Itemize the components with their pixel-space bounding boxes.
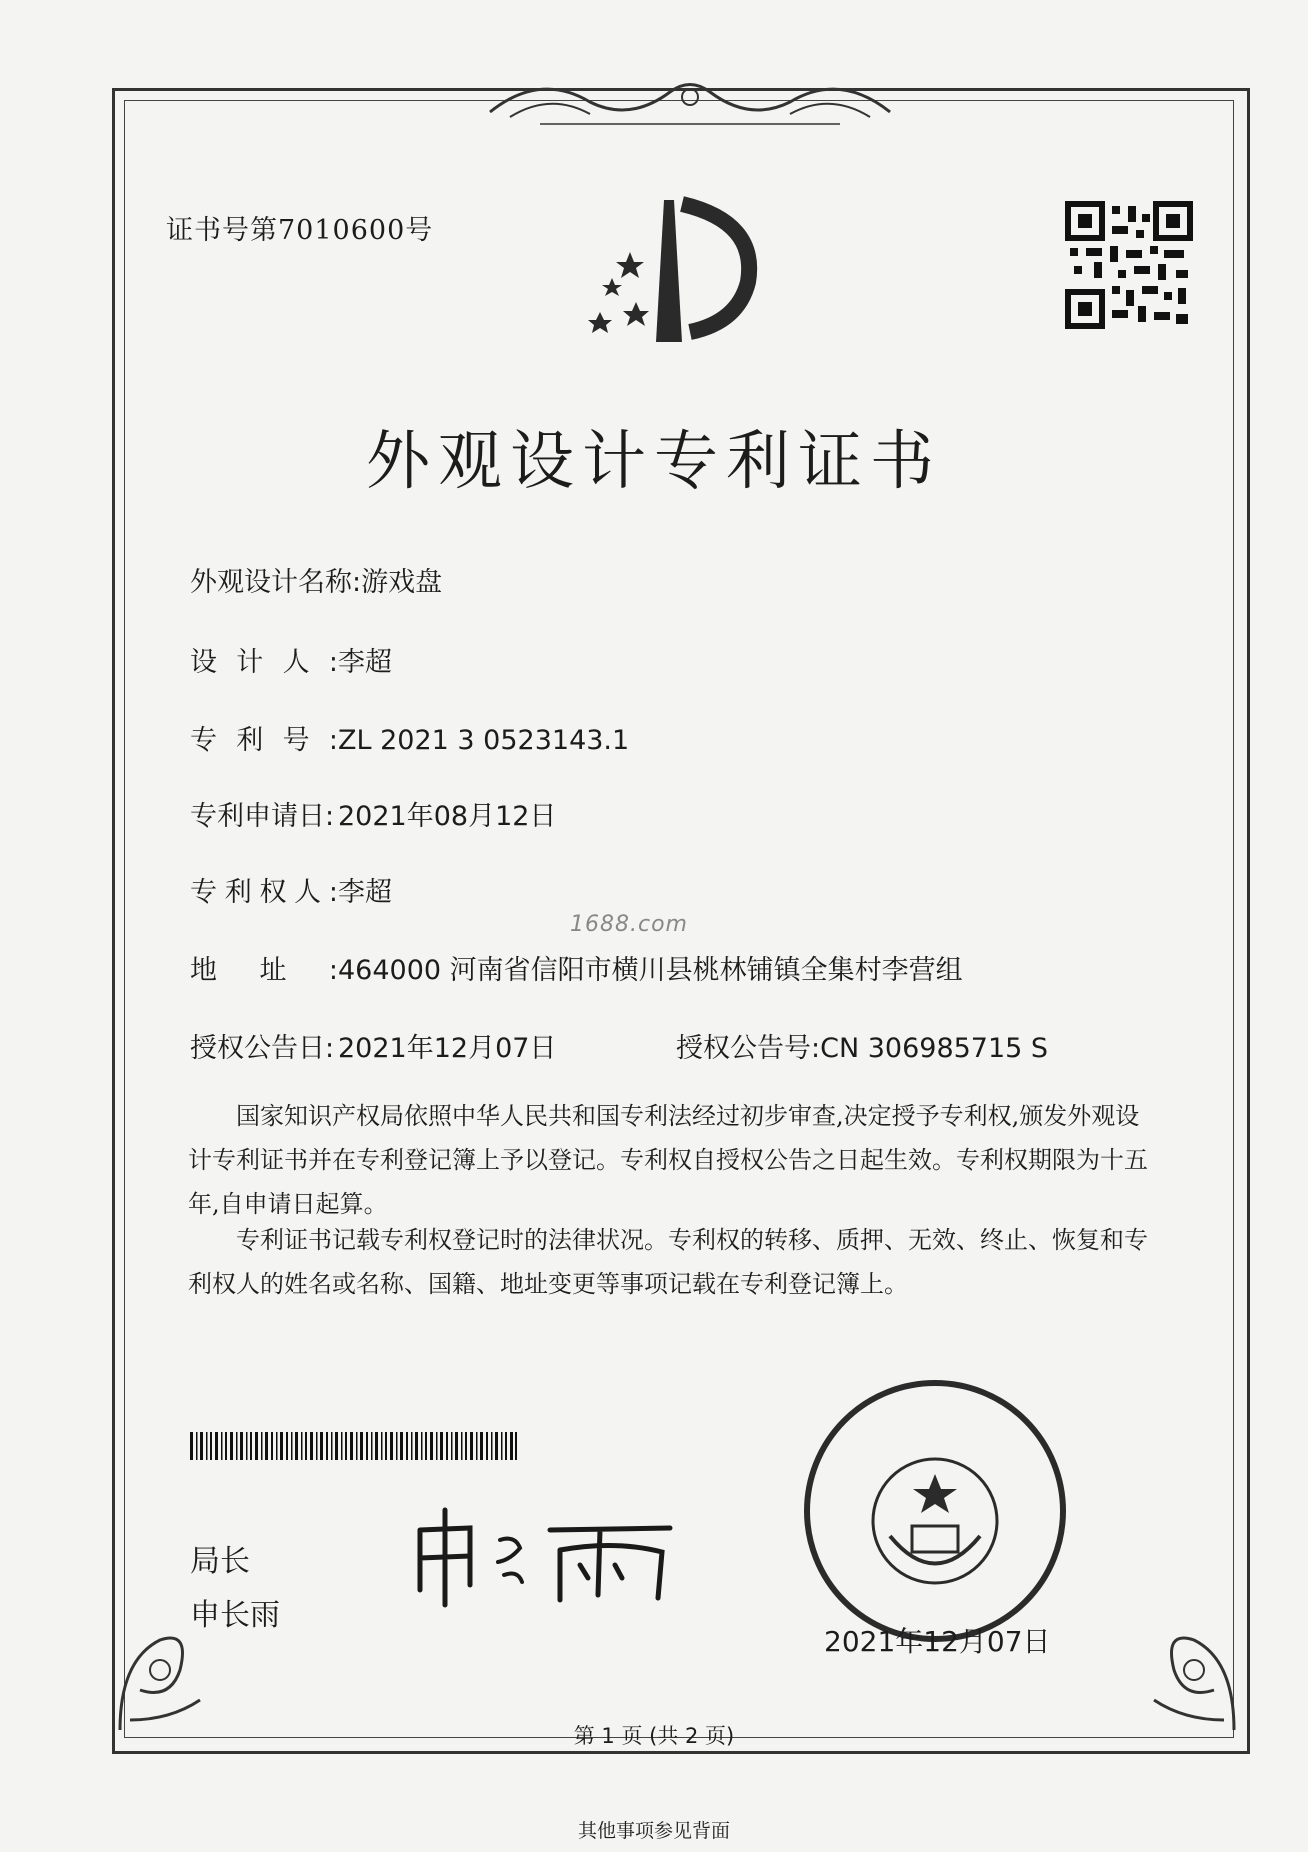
certificate-title: 外观设计专利证书 xyxy=(366,425,942,499)
paragraph-legal-status: 专利证书记载专利权登记时的法律状况。专利权的转移、质押、无效、终止、恢复和专利权人的姓名或名称、国籍、地址变更等事项记载在专利登记簿上。 xyxy=(188,1226,1148,1298)
official-seal xyxy=(800,1376,1070,1646)
field-value: 2021年08月12日 xyxy=(338,801,557,832)
footer-note: 其他事项参见背面 xyxy=(577,1820,730,1842)
director-title: 局长 xyxy=(190,1544,250,1579)
field-patentee xyxy=(190,870,392,909)
field-label: 外观设计名称: xyxy=(190,567,362,598)
field-label: 专利号: xyxy=(190,725,338,756)
field-grant-date xyxy=(190,1026,556,1065)
field-value: 2021年12月07日 xyxy=(338,1033,557,1064)
field-label: 设计人: xyxy=(190,647,338,678)
field-label: 地址: xyxy=(190,955,338,986)
field-label: 授权公告日: xyxy=(190,1033,335,1064)
field-design-name xyxy=(190,560,442,599)
watermark: 1688.com xyxy=(570,912,688,937)
field-value: 游戏盘 xyxy=(361,567,443,598)
field-label: 专利申请日: xyxy=(190,801,335,832)
field-value: 李超 xyxy=(338,877,392,908)
barcode-icon xyxy=(190,1432,518,1460)
field-patent-number xyxy=(190,718,629,757)
seal-date: 2021年12月07日 xyxy=(824,1625,1051,1658)
field-address xyxy=(190,948,963,987)
top-ornament xyxy=(480,62,900,132)
field-grant-number xyxy=(676,1026,1048,1065)
field-designer xyxy=(190,640,392,679)
field-value: 464000 河南省信阳市横川县桃林铺镇全集村李营组 xyxy=(338,955,963,986)
field-application-date xyxy=(190,794,556,833)
paragraph-grant-statement: 国家知识产权局依照中华人民共和国专利法经过初步审查,决定授予专利权,颁发外观设计专利证书并在专利登记簿上予以登记。专利权自授权公告之日起生效。专利权期限为十五年,自申请日起算。 xyxy=(188,1102,1148,1218)
qr-code-icon xyxy=(1064,200,1194,330)
director-signature xyxy=(400,1500,680,1610)
corner-ornament-right xyxy=(1124,1600,1244,1740)
page-number: 第 1 页 (共 2 页) xyxy=(573,1724,735,1748)
field-value: CN 306985715 S xyxy=(820,1033,1049,1064)
field-label: 专利权人: xyxy=(190,877,338,908)
director-name: 申长雨 xyxy=(190,1598,280,1633)
field-label: 授权公告号: xyxy=(676,1033,821,1064)
field-value: 李超 xyxy=(338,647,392,678)
certificate-number: 证书号第7010600号 xyxy=(166,215,434,246)
field-value: ZL 2021 3 0523143.1 xyxy=(338,725,630,756)
cnipa-emblem-icon xyxy=(578,192,778,352)
